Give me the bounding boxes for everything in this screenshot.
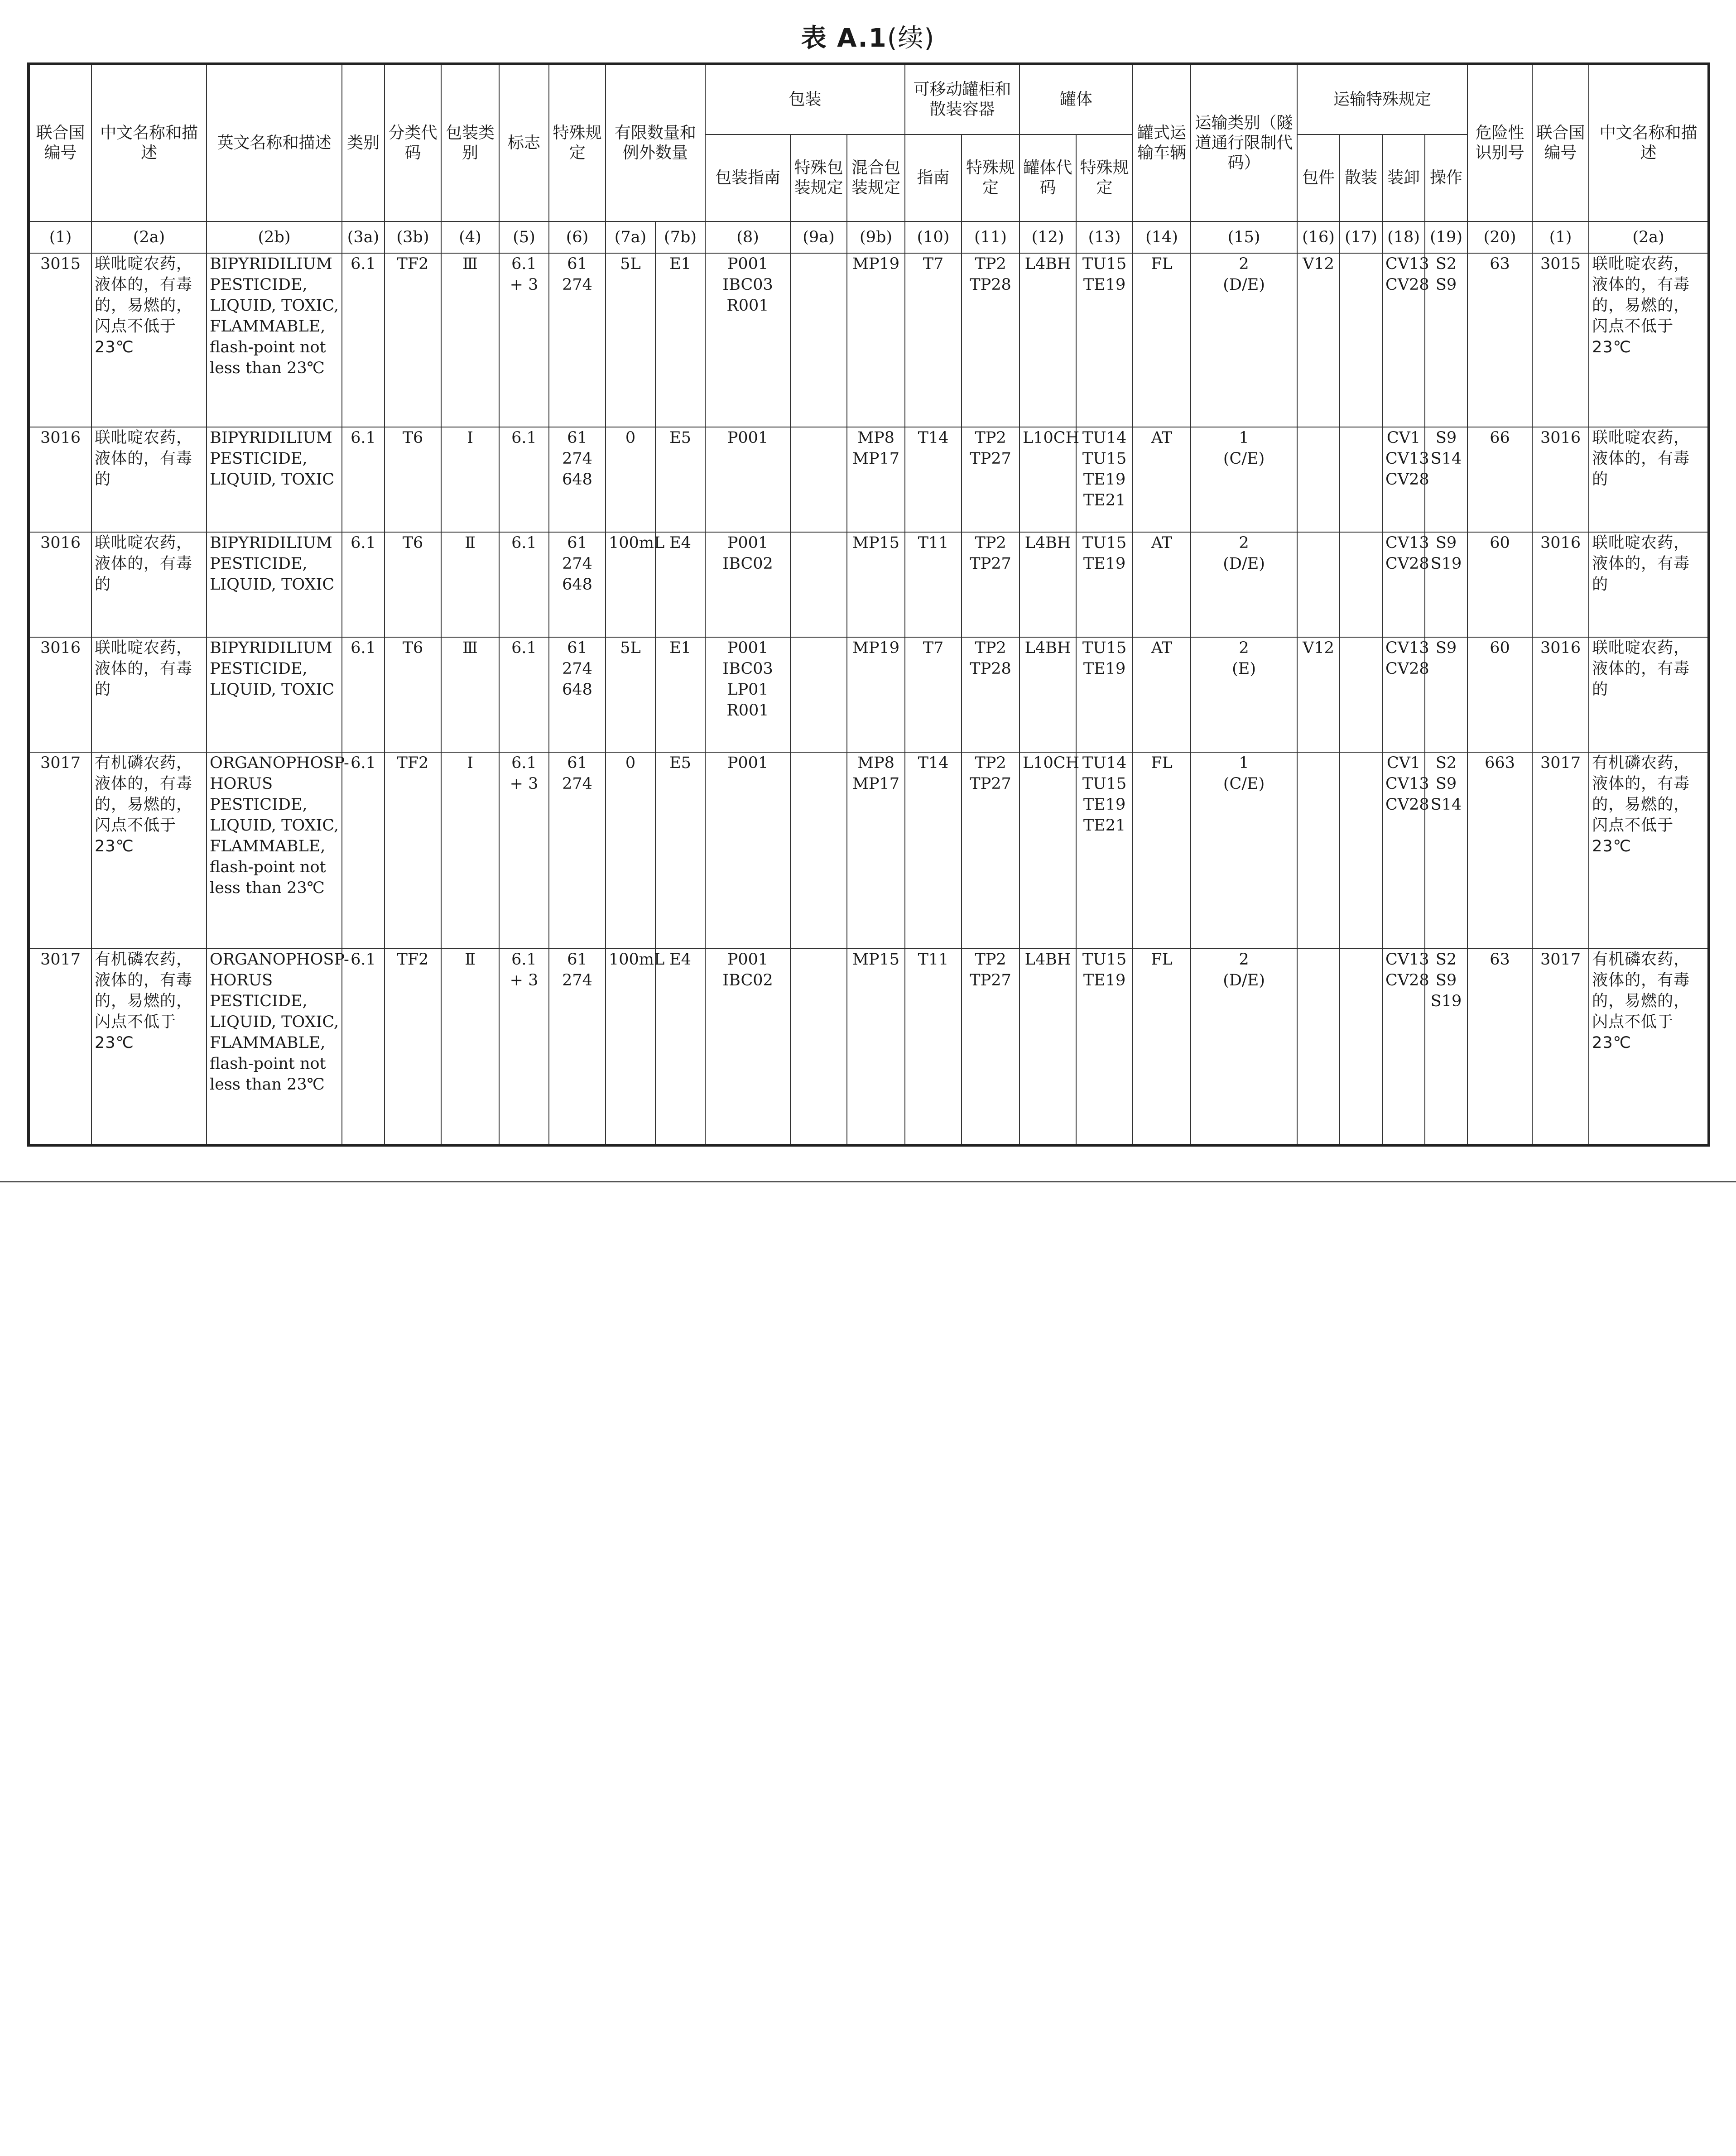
cell-classification-code: TF2: [385, 752, 441, 949]
header-portable-instructions: 指南: [905, 134, 962, 221]
header-hazard-id: 危险性识别号: [1467, 64, 1532, 221]
cell-portable-tank-instructions: T7: [905, 253, 962, 427]
table-row: [29, 637, 1709, 752]
cell-classification-code: T6: [385, 532, 441, 637]
header-un-number: 联合国编号: [29, 64, 91, 221]
cell-tank-special: TU15 TE19: [1076, 949, 1133, 1145]
cell-tank-special: TU14 TU15 TE19 TE21: [1076, 752, 1133, 949]
cell-sp-operation: S9 S14: [1425, 427, 1467, 532]
cell-portable-tank-instructions: T7: [905, 637, 962, 752]
column-number: (19): [1425, 221, 1467, 253]
cell-hazard-id: 63: [1467, 253, 1532, 427]
cell-tank-special: TU15 TE19: [1076, 532, 1133, 637]
cell-tank-vehicle: FL: [1133, 949, 1191, 1145]
cell-excepted-quantity: E1: [655, 253, 705, 427]
header-classification-code: 分类代码: [385, 64, 441, 221]
header-special-packing: 特殊包装规定: [790, 134, 847, 221]
cell-transport-category: 2 (E): [1191, 637, 1297, 752]
cell-chinese-name: 联吡啶农药，液体的，有毒的: [91, 532, 207, 637]
cell-sp-packages: V12: [1297, 253, 1340, 427]
cell-chinese-name-right: 联吡啶农药，液体的，有毒的: [1589, 427, 1709, 532]
header-sp-packages: 包件: [1297, 134, 1340, 221]
header-tank-special: 特殊规定: [1076, 134, 1133, 221]
cell-special-packing: [790, 637, 847, 752]
cell-special-packing: [790, 427, 847, 532]
cell-un-number: 3015: [29, 253, 91, 427]
column-number: (17): [1340, 221, 1382, 253]
cell-tank-special: TU15 TE19: [1076, 637, 1133, 752]
column-number: (5): [499, 221, 549, 253]
cell-english-name: BIPYRIDILIUM PESTICIDE, LIQUID, TOXIC: [207, 427, 342, 532]
cell-sp-bulk: [1340, 949, 1382, 1145]
header-special-transport-provisions: 运输特殊规定: [1297, 64, 1467, 134]
cell-label: 6.1: [499, 427, 549, 532]
cell-portable-tank-special: TP2 TP28: [962, 637, 1019, 752]
cell-english-name: ORGANOPHOSP-HORUS PESTICIDE, LIQUID, TOXIC, FLAMMABLE, flash-point not less than 23℃: [207, 949, 342, 1145]
cell-sp-packages: [1297, 752, 1340, 949]
cell-class: 6.1: [342, 532, 385, 637]
cell-packing-instructions: P001 IBC03 R001: [705, 253, 790, 427]
cell-tank-special: TU15 TE19: [1076, 253, 1133, 427]
cell-tank-vehicle: FL: [1133, 752, 1191, 949]
column-number: (13): [1076, 221, 1133, 253]
cell-chinese-name: 联吡啶农药，液体的，有毒的: [91, 427, 207, 532]
column-number: (12): [1019, 221, 1076, 253]
cell-classification-code: TF2: [385, 253, 441, 427]
header-packaging: 包装: [705, 64, 905, 134]
cell-packing-group: Ⅱ: [441, 532, 499, 637]
cell-chinese-name: 联吡啶农药，液体的，有毒的: [91, 637, 207, 752]
column-number: (9a): [790, 221, 847, 253]
cell-special-provisions: 61 274 648: [549, 427, 606, 532]
cell-special-packing: [790, 532, 847, 637]
page-bottom-rule: [0, 1181, 1736, 1182]
dangerous-goods-table: [27, 62, 1710, 1147]
header-chinese-name-right: 中文名称和描述: [1589, 64, 1709, 221]
cell-un-number-right: 3017: [1532, 752, 1589, 949]
table-body: [29, 253, 1709, 1145]
title-main: 表 A.1: [801, 24, 887, 53]
cell-transport-category: 2 (D/E): [1191, 253, 1297, 427]
header-special-provisions: 特殊规定: [549, 64, 606, 221]
header-class: 类别: [342, 64, 385, 221]
cell-tank-code: L10CH: [1019, 427, 1076, 532]
cell-un-number: 3017: [29, 949, 91, 1145]
cell-tank-code: L10CH: [1019, 752, 1076, 949]
cell-english-name: BIPYRIDILIUM PESTICIDE, LIQUID, TOXIC: [207, 637, 342, 752]
cell-chinese-name-right: 联吡啶农药，液体的，有毒的，易燃的，闪点不低于23℃: [1589, 253, 1709, 427]
cell-sp-bulk: [1340, 427, 1382, 532]
header-portable-tanks: 可移动罐柜和散装容器: [905, 64, 1019, 134]
column-number: (11): [962, 221, 1019, 253]
cell-transport-category: 2 (D/E): [1191, 949, 1297, 1145]
cell-mixed-packing: MP19: [847, 253, 905, 427]
cell-packing-instructions: P001: [705, 427, 790, 532]
cell-tank-vehicle: AT: [1133, 532, 1191, 637]
cell-tank-code: L4BH: [1019, 532, 1076, 637]
cell-label: 6.1: [499, 532, 549, 637]
cell-un-number: 3017: [29, 752, 91, 949]
cell-english-name: BIPYRIDILIUM PESTICIDE, LIQUID, TOXIC, FLAMMABLE, flash-point not less than 23℃: [207, 253, 342, 427]
cell-un-number: 3016: [29, 637, 91, 752]
cell-sp-loading: CV13 CV28: [1382, 532, 1425, 637]
cell-sp-operation: S9: [1425, 637, 1467, 752]
cell-sp-operation: S9 S19: [1425, 532, 1467, 637]
cell-tank-code: L4BH: [1019, 637, 1076, 752]
cell-sp-packages: [1297, 949, 1340, 1145]
cell-mixed-packing: MP8 MP17: [847, 752, 905, 949]
cell-tank-vehicle: AT: [1133, 637, 1191, 752]
cell-label: 6.1 + 3: [499, 752, 549, 949]
cell-packing-instructions: P001: [705, 752, 790, 949]
cell-transport-category: 1 (C/E): [1191, 427, 1297, 532]
cell-un-number-right: 3016: [1532, 427, 1589, 532]
column-number: (1): [1532, 221, 1589, 253]
cell-sp-bulk: [1340, 253, 1382, 427]
cell-sp-bulk: [1340, 637, 1382, 752]
cell-sp-operation: S2 S9 S19: [1425, 949, 1467, 1145]
header-packing-group: 包装类别: [441, 64, 499, 221]
cell-chinese-name-right: 有机磷农药，液体的，有毒的，易燃的，闪点不低于23℃: [1589, 949, 1709, 1145]
cell-tank-code: L4BH: [1019, 949, 1076, 1145]
column-number: (2a): [1589, 221, 1709, 253]
cell-class: 6.1: [342, 253, 385, 427]
header-un-number-right: 联合国编号: [1532, 64, 1589, 221]
cell-portable-tank-instructions: T11: [905, 949, 962, 1145]
cell-mixed-packing: MP15: [847, 532, 905, 637]
cell-limited-quantity: 100mL: [606, 949, 655, 1145]
cell-transport-category: 2 (D/E): [1191, 532, 1297, 637]
column-number-row: [29, 221, 1709, 253]
header-sp-bulk: 散装: [1340, 134, 1382, 221]
cell-packing-group: Ⅰ: [441, 427, 499, 532]
column-number: (2a): [91, 221, 207, 253]
header-transport-category: 运输类别（隧道通行限制代码）: [1191, 64, 1297, 221]
cell-sp-loading: CV1 CV13 CV28: [1382, 427, 1425, 532]
cell-excepted-quantity: E5: [655, 752, 705, 949]
cell-limited-quantity: 100mL: [606, 532, 655, 637]
table-row: [29, 752, 1709, 949]
cell-chinese-name-right: 联吡啶农药，液体的，有毒的: [1589, 532, 1709, 637]
header-chinese-name: 中文名称和描述: [91, 64, 207, 221]
column-number: (1): [29, 221, 91, 253]
cell-sp-operation: S2 S9: [1425, 253, 1467, 427]
cell-packing-group: Ⅲ: [441, 637, 499, 752]
table-row: [29, 949, 1709, 1145]
cell-label: 6.1: [499, 637, 549, 752]
header-english-name: 英文名称和描述: [207, 64, 342, 221]
cell-tank-special: TU14 TU15 TE19 TE21: [1076, 427, 1133, 532]
table-row: [29, 427, 1709, 532]
cell-tank-code: L4BH: [1019, 253, 1076, 427]
cell-class: 6.1: [342, 637, 385, 752]
cell-sp-loading: CV13 CV28: [1382, 253, 1425, 427]
cell-special-provisions: 61 274: [549, 253, 606, 427]
cell-sp-bulk: [1340, 752, 1382, 949]
cell-special-packing: [790, 253, 847, 427]
cell-packing-group: Ⅱ: [441, 949, 499, 1145]
cell-un-number-right: 3016: [1532, 637, 1589, 752]
cell-classification-code: T6: [385, 637, 441, 752]
cell-un-number-right: 3017: [1532, 949, 1589, 1145]
cell-un-number: 3016: [29, 427, 91, 532]
cell-english-name: BIPYRIDILIUM PESTICIDE, LIQUID, TOXIC: [207, 532, 342, 637]
column-number: (4): [441, 221, 499, 253]
cell-sp-packages: V12: [1297, 637, 1340, 752]
cell-special-provisions: 61 274: [549, 949, 606, 1145]
cell-hazard-id: 60: [1467, 532, 1532, 637]
cell-un-number-right: 3015: [1532, 253, 1589, 427]
header-packing-instructions: 包装指南: [705, 134, 790, 221]
cell-class: 6.1: [342, 752, 385, 949]
cell-packing-instructions: P001 IBC02: [705, 949, 790, 1145]
cell-sp-loading: CV13 CV28: [1382, 637, 1425, 752]
cell-packing-instructions: P001 IBC03 LP01 R001: [705, 637, 790, 752]
cell-sp-operation: S2 S9 S14: [1425, 752, 1467, 949]
column-number: (18): [1382, 221, 1425, 253]
header-label: 标志: [499, 64, 549, 221]
cell-portable-tank-special: TP2 TP27: [962, 427, 1019, 532]
cell-transport-category: 1 (C/E): [1191, 752, 1297, 949]
cell-packing-group: Ⅰ: [441, 752, 499, 949]
cell-special-provisions: 61 274 648: [549, 532, 606, 637]
cell-special-packing: [790, 752, 847, 949]
cell-portable-tank-special: TP2 TP27: [962, 752, 1019, 949]
cell-chinese-name-right: 联吡啶农药，液体的，有毒的: [1589, 637, 1709, 752]
column-number: (9b): [847, 221, 905, 253]
cell-un-number-right: 3016: [1532, 532, 1589, 637]
header-sp-operation: 操作: [1425, 134, 1467, 221]
table-row: [29, 253, 1709, 427]
cell-excepted-quantity: E5: [655, 427, 705, 532]
cell-chinese-name: 联吡啶农药，液体的，有毒的，易燃的，闪点不低于23℃: [91, 253, 207, 427]
column-number: (15): [1191, 221, 1297, 253]
header-tank-code: 罐体代码: [1019, 134, 1076, 221]
cell-portable-tank-special: TP2 TP27: [962, 949, 1019, 1145]
cell-sp-packages: [1297, 532, 1340, 637]
cell-excepted-quantity: E4: [655, 532, 705, 637]
cell-portable-tank-instructions: T14: [905, 752, 962, 949]
cell-sp-bulk: [1340, 532, 1382, 637]
cell-chinese-name: 有机磷农药，液体的，有毒的，易燃的，闪点不低于23℃: [91, 752, 207, 949]
cell-hazard-id: 663: [1467, 752, 1532, 949]
cell-chinese-name-right: 有机磷农药，液体的，有毒的，易燃的，闪点不低于23℃: [1589, 752, 1709, 949]
header-limited-quantities: 有限数量和例外数量: [606, 64, 705, 221]
header-mixed-packing: 混合包装规定: [847, 134, 905, 221]
cell-packing-instructions: P001 IBC02: [705, 532, 790, 637]
cell-mixed-packing: MP19: [847, 637, 905, 752]
cell-mixed-packing: MP15: [847, 949, 905, 1145]
column-number: (20): [1467, 221, 1532, 253]
column-number: (6): [549, 221, 606, 253]
cell-class: 6.1: [342, 949, 385, 1145]
cell-hazard-id: 63: [1467, 949, 1532, 1145]
cell-limited-quantity: 5L: [606, 637, 655, 752]
cell-special-provisions: 61 274 648: [549, 637, 606, 752]
cell-chinese-name: 有机磷农药，液体的，有毒的，易燃的，闪点不低于23℃: [91, 949, 207, 1145]
header-tank: 罐体: [1019, 64, 1133, 134]
cell-tank-vehicle: FL: [1133, 253, 1191, 427]
header-sp-loading: 装卸: [1382, 134, 1425, 221]
cell-portable-tank-instructions: T11: [905, 532, 962, 637]
cell-label: 6.1 + 3: [499, 949, 549, 1145]
cell-portable-tank-special: TP2 TP28: [962, 253, 1019, 427]
cell-hazard-id: 60: [1467, 637, 1532, 752]
column-number: (7b): [655, 221, 705, 253]
cell-english-name: ORGANOPHOSP-HORUS PESTICIDE, LIQUID, TOXIC, FLAMMABLE, flash-point not less than 23℃: [207, 752, 342, 949]
column-number: (3b): [385, 221, 441, 253]
table-row: [29, 532, 1709, 637]
cell-sp-loading: CV13 CV28: [1382, 949, 1425, 1145]
cell-excepted-quantity: E4: [655, 949, 705, 1145]
cell-sp-loading: CV1 CV13 CV28: [1382, 752, 1425, 949]
cell-limited-quantity: 0: [606, 752, 655, 949]
cell-portable-tank-instructions: T14: [905, 427, 962, 532]
cell-class: 6.1: [342, 427, 385, 532]
title-continued: (续): [887, 24, 935, 53]
page-title: [0, 18, 1736, 54]
cell-label: 6.1 + 3: [499, 253, 549, 427]
cell-un-number: 3016: [29, 532, 91, 637]
cell-special-packing: [790, 949, 847, 1145]
column-number: (16): [1297, 221, 1340, 253]
cell-classification-code: TF2: [385, 949, 441, 1145]
header-tank-vehicle: 罐式运输车辆: [1133, 64, 1191, 221]
cell-hazard-id: 66: [1467, 427, 1532, 532]
cell-limited-quantity: 0: [606, 427, 655, 532]
cell-packing-group: Ⅲ: [441, 253, 499, 427]
column-number: (10): [905, 221, 962, 253]
column-number: (14): [1133, 221, 1191, 253]
cell-sp-packages: [1297, 427, 1340, 532]
cell-classification-code: T6: [385, 427, 441, 532]
column-number: (3a): [342, 221, 385, 253]
cell-portable-tank-special: TP2 TP27: [962, 532, 1019, 637]
header-portable-special: 特殊规定: [962, 134, 1019, 221]
column-number: (2b): [207, 221, 342, 253]
column-number: (8): [705, 221, 790, 253]
cell-mixed-packing: MP8 MP17: [847, 427, 905, 532]
cell-excepted-quantity: E1: [655, 637, 705, 752]
column-number: (7a): [606, 221, 655, 253]
cell-special-provisions: 61 274: [549, 752, 606, 949]
cell-limited-quantity: 5L: [606, 253, 655, 427]
cell-tank-vehicle: AT: [1133, 427, 1191, 532]
